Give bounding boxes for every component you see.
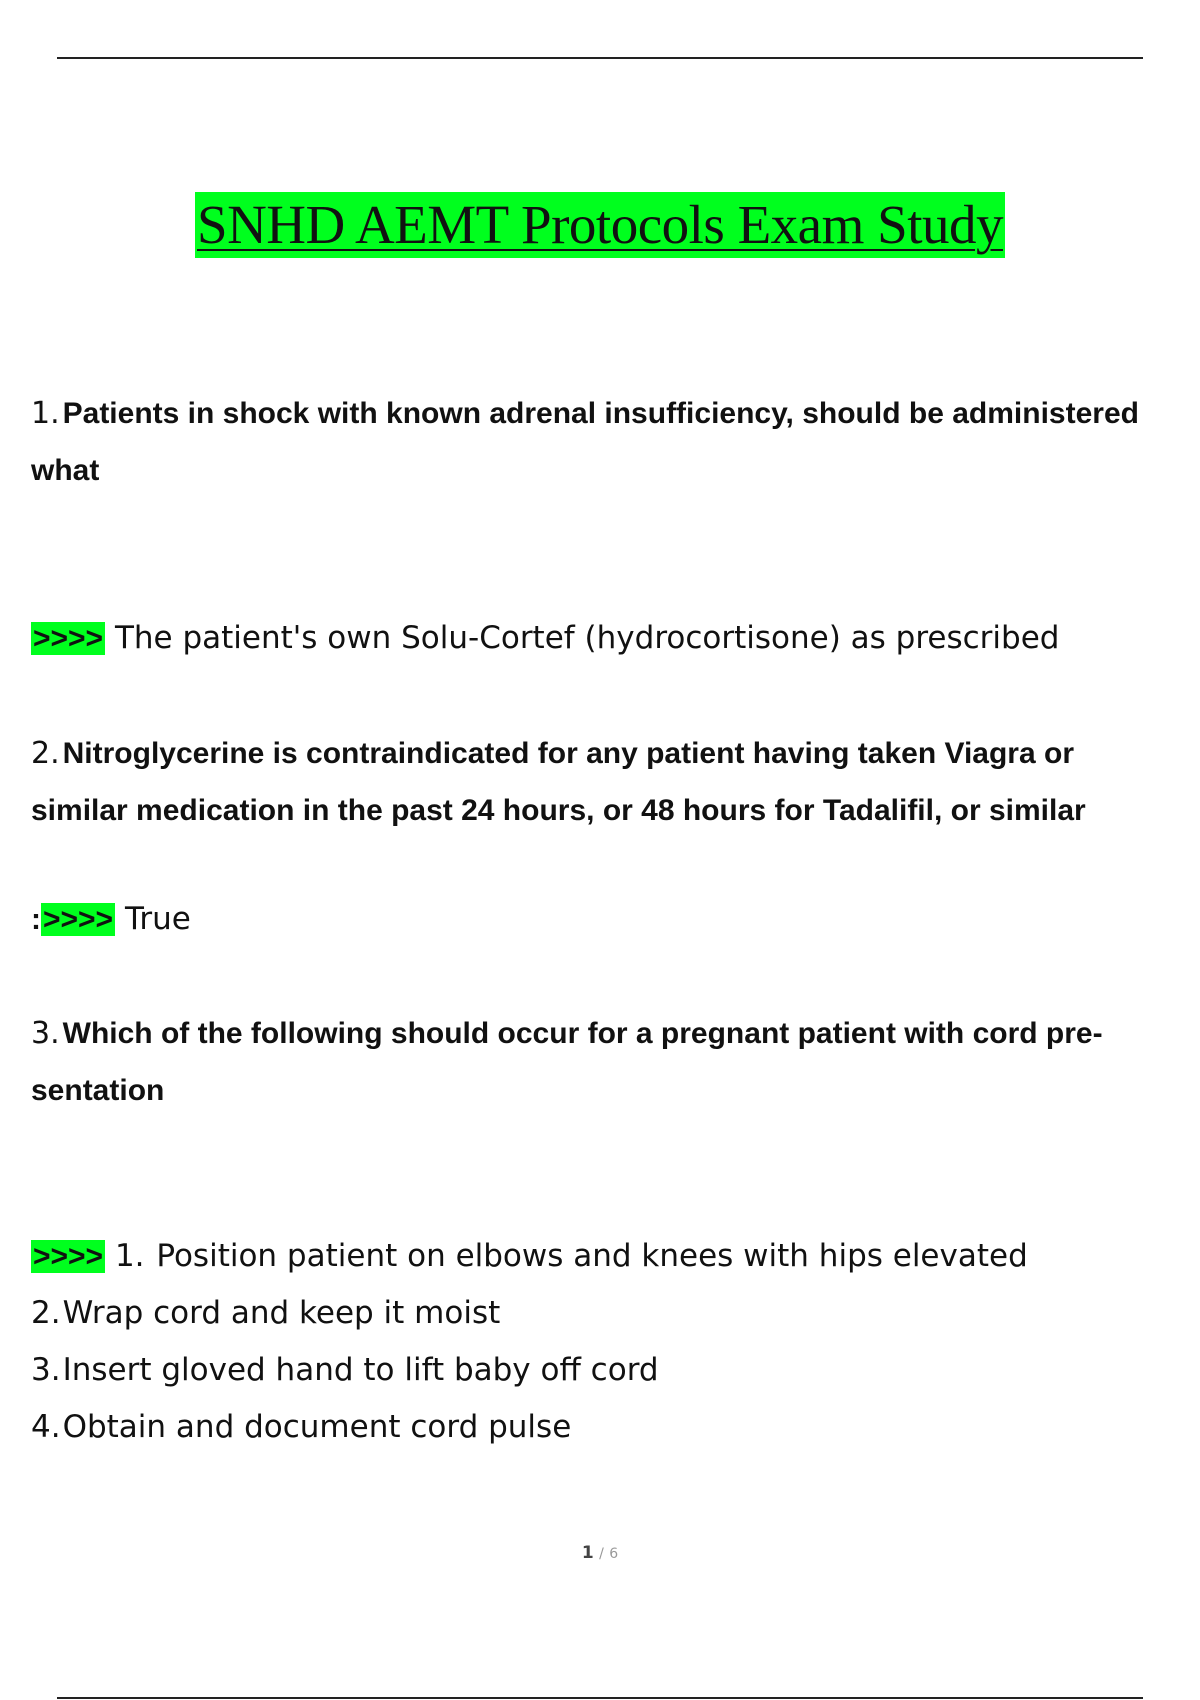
page-total: 6: [609, 1546, 619, 1562]
item-number: 1.: [114, 1238, 145, 1274]
item-number: 4.: [31, 1409, 61, 1445]
page-current: 1: [581, 1543, 594, 1563]
page-separator: /: [599, 1546, 604, 1562]
top-rule: [57, 57, 1143, 59]
answer-text: The patient's own Solu-Cortef (hydrocortisone) as prescribed: [114, 620, 1060, 656]
answer-3: [31, 1228, 1171, 1456]
answer-marker: >>>>: [43, 903, 114, 936]
question-number: 1.: [31, 396, 60, 431]
item-text: Insert gloved hand to lift baby off cord: [62, 1352, 659, 1388]
answer-2: [31, 891, 1171, 948]
question-text: Patients in shock with known adrenal insufficiency, should be administered what: [31, 397, 1139, 487]
answer-prefix: :: [31, 903, 41, 936]
answer-item: [31, 1399, 1171, 1456]
item-number: 3.: [31, 1352, 61, 1388]
answer-item: [31, 1228, 1171, 1285]
item-text: Position patient on elbows and knees with hips elevated: [156, 1238, 1028, 1274]
answer-marker: >>>>: [33, 622, 104, 655]
question-1: [31, 385, 1171, 499]
question-number: 3.: [31, 1016, 60, 1051]
item-text: Wrap cord and keep it moist: [62, 1295, 501, 1331]
bottom-rule: [57, 1697, 1143, 1699]
page-number: [0, 1543, 1200, 1563]
answer-item: [31, 1342, 1171, 1399]
question-text: Which of the following should occur for a pregnant patient with cord pre- sentation: [31, 1017, 1103, 1107]
question-text: Nitroglycerine is contraindicated for any patient having taken Viagra or similar medication in the past 24 hours, or 48 hours for Tadalifil, or similar: [31, 737, 1086, 827]
answer-item: [31, 1285, 1171, 1342]
title-container: [0, 192, 1200, 258]
answer-marker: >>>>: [33, 1240, 104, 1273]
question-3: [31, 1005, 1171, 1119]
answer-1: [31, 610, 1171, 667]
item-text: Obtain and document cord pulse: [62, 1409, 572, 1445]
question-number: 2.: [31, 736, 60, 771]
item-number: 2.: [31, 1295, 61, 1331]
document-title: SNHD AEMT Protocols Exam Study: [195, 192, 1005, 258]
answer-text: True: [124, 901, 191, 937]
question-2: [31, 725, 1171, 839]
